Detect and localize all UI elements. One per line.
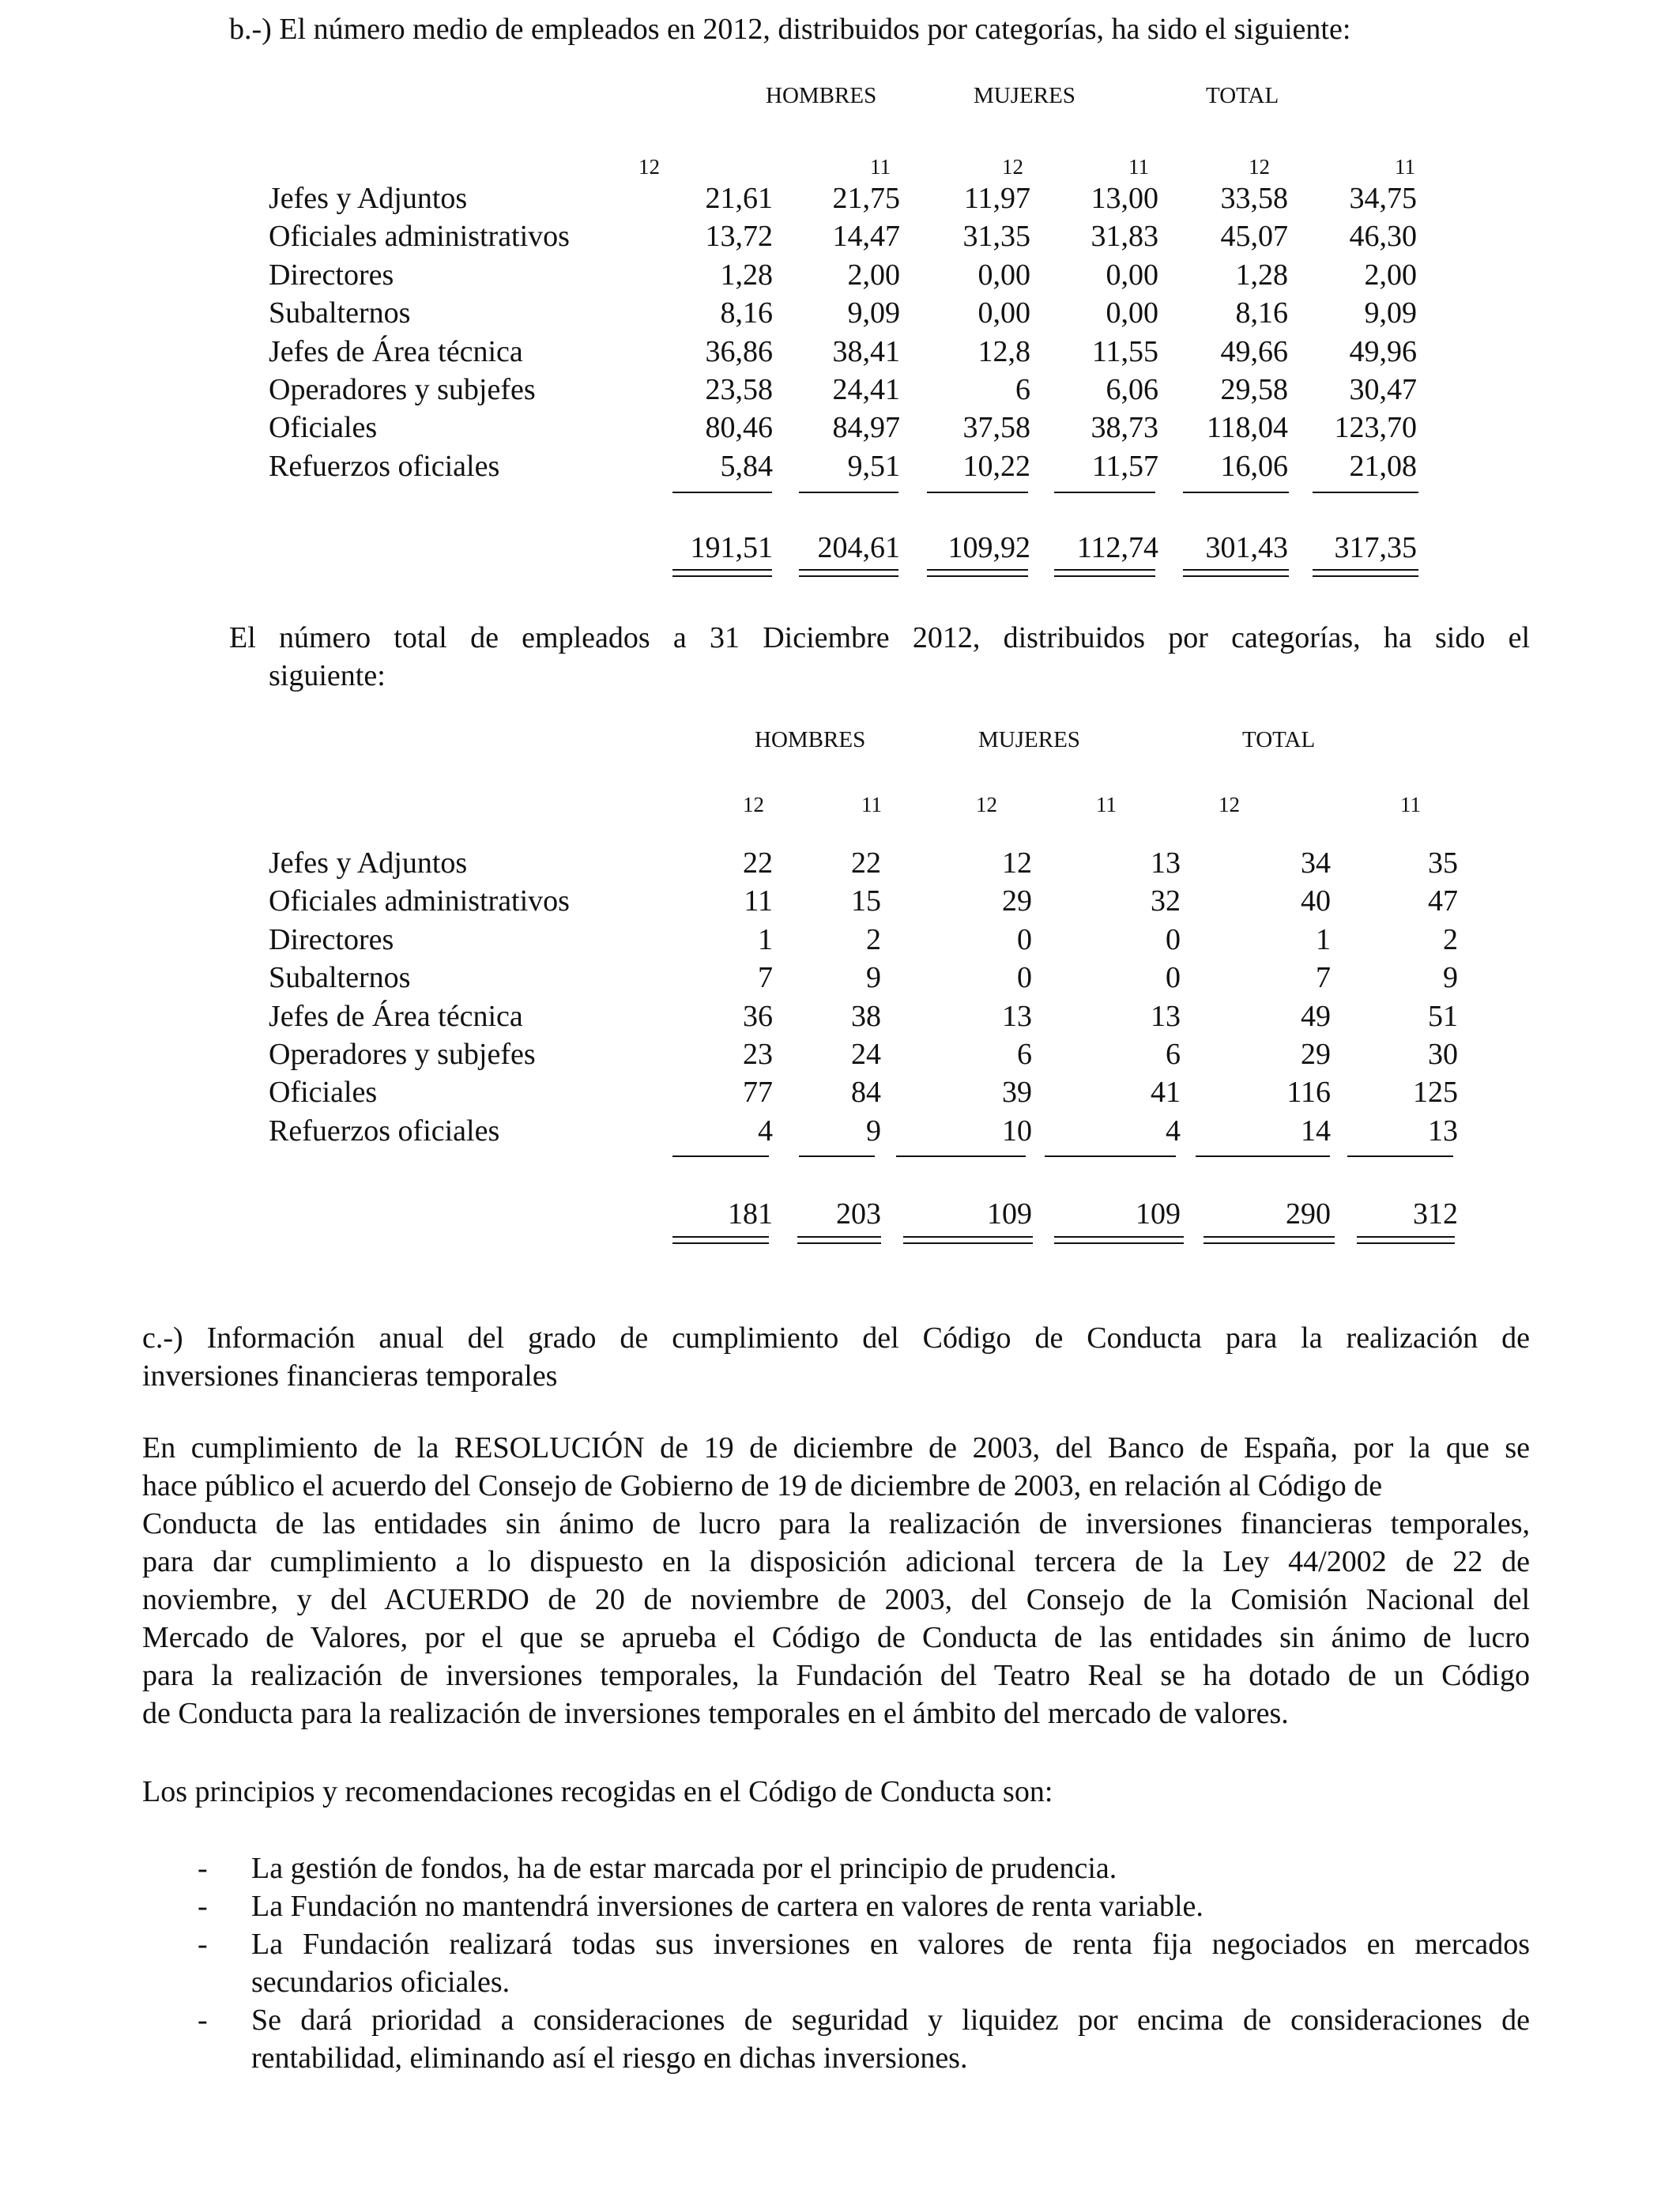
row-label: Oficiales	[269, 1076, 378, 1110]
list-bullet: -	[198, 1890, 208, 1923]
table-cell: 4	[1166, 1114, 1181, 1148]
table-cell: 4	[758, 1114, 773, 1148]
table-cell: 13	[1428, 1114, 1458, 1148]
paragraph-line: para la realización de inversiones temporales, la Fundación del Teatro Real se ha dotado de un Código	[142, 1659, 1530, 1692]
table-cell: 6	[1015, 373, 1030, 406]
paragraph-line: hace público el acuerdo del Consejo de Gobierno de 19 de diciembre de 2003, en relación al Código de	[142, 1469, 1383, 1502]
group-header-mujeres: MUJERES	[978, 727, 1080, 752]
year-header: 12	[1002, 155, 1023, 179]
paragraph-line: Conducta de las entidades sin ánimo de lucro para la realización de inversiones financieras temporales,	[142, 1507, 1530, 1540]
row-label: Jefes de Área técnica	[269, 334, 523, 368]
group-header-hombres: HOMBRES	[755, 727, 866, 752]
table-cell: 6	[1166, 1038, 1181, 1071]
list-bullet: -	[198, 2004, 208, 2037]
table-cell: 10,22	[962, 449, 1030, 483]
table-cell: 34,75	[1349, 182, 1417, 215]
table-cell: 38,73	[1090, 411, 1158, 445]
table-cell: 0,00	[977, 258, 1030, 292]
row-label: Jefes y Adjuntos	[269, 846, 468, 880]
row-label: Oficiales administrativos	[269, 220, 570, 254]
total-cell: 191,51	[690, 531, 773, 564]
table-cell: 14	[1301, 1114, 1331, 1148]
table-cell: 9	[1443, 961, 1458, 995]
table-cell: 36	[743, 999, 773, 1033]
table-cell: 13,00	[1090, 182, 1158, 215]
table-cell: 11	[744, 884, 773, 918]
total-cell: 204,61	[817, 531, 900, 564]
table-cell: 9,51	[847, 449, 900, 483]
table-cell: 45,07	[1220, 220, 1288, 254]
row-label: Directores	[269, 258, 394, 292]
row-label: Refuerzos oficiales	[269, 1114, 500, 1148]
table-cell: 29,58	[1220, 373, 1288, 406]
year-header: 12	[1219, 793, 1240, 816]
list-item: Se dará prioridad a consideraciones de seguridad y liquidez por encima de consideraciones de	[251, 2004, 1530, 2037]
table-cell: 29	[1301, 1038, 1331, 1071]
table-cell: 7	[758, 961, 773, 995]
column-underline	[1196, 1155, 1330, 1157]
table-cell: 22	[851, 846, 881, 880]
table-cell: 47	[1428, 884, 1458, 918]
table-cell: 84,97	[832, 411, 900, 445]
total-double-underline	[1054, 1236, 1184, 1244]
column-underline	[672, 492, 772, 493]
total-double-underline	[903, 1236, 1033, 1244]
paragraph-line: para dar cumplimiento a lo dispuesto en la disposición adicional tercera de la Ley 44/2002 de 22 de	[142, 1545, 1530, 1578]
row-label: Jefes de Área técnica	[269, 999, 523, 1033]
list-item-continued: secundarios oficiales.	[251, 1966, 510, 1999]
total-cell: 112,74	[1076, 531, 1158, 564]
paragraph-line: de Conducta para la realización de inversiones temporales en el ámbito del mercado de valores.	[142, 1697, 1289, 1730]
table-cell: 9,09	[1364, 296, 1417, 330]
table-cell: 21,75	[832, 182, 900, 215]
total-cell: 109	[1136, 1197, 1181, 1231]
row-label: Jefes y Adjuntos	[269, 182, 468, 215]
group-header-mujeres: MUJERES	[974, 83, 1075, 108]
column-underline	[927, 492, 1028, 493]
year-header: 12	[1249, 155, 1270, 179]
total-double-underline	[797, 1236, 881, 1244]
table-cell: 9	[866, 961, 881, 995]
table-cell: 37,58	[962, 411, 1030, 445]
row-label: Subalternos	[269, 296, 411, 330]
section-b-intro: b.-) El número medio de empleados en 2012, distribuidos por categorías, ha sido el siguiente:	[229, 13, 1351, 46]
table-cell: 8,16	[720, 296, 773, 330]
table-cell: 2,00	[1364, 258, 1417, 292]
group-header-hombres: HOMBRES	[766, 83, 877, 108]
table-cell: 10	[1002, 1114, 1032, 1148]
year-header: 12	[638, 155, 660, 179]
list-item-continued: rentabilidad, eliminando así el riesgo en dichas inversiones.	[251, 2041, 968, 2075]
table-cell: 31,35	[962, 220, 1030, 254]
table-cell: 14,47	[832, 220, 900, 254]
group-header-total: TOTAL	[1206, 83, 1279, 108]
table-cell: 0	[1017, 922, 1032, 956]
section-c-heading-line1: c.-) Información anual del grado de cumplimiento del Código de Conducta para la realización de	[142, 1321, 1530, 1355]
table-cell: 13,72	[705, 220, 773, 254]
table-cell: 38	[851, 999, 881, 1033]
total-cell: 312	[1413, 1197, 1458, 1231]
year-header: 11	[1096, 793, 1117, 816]
table-cell: 0	[1166, 961, 1181, 995]
total-double-underline	[1054, 569, 1155, 577]
table-cell: 2,00	[847, 258, 900, 292]
list-item: La Fundación realizará todas sus inversiones en valores de renta fija negociados en mercados	[251, 1928, 1530, 1961]
row-label: Oficiales administrativos	[269, 884, 570, 918]
table-cell: 8,16	[1235, 296, 1288, 330]
table-cell: 6	[1017, 1038, 1032, 1071]
group-header-total: TOTAL	[1242, 727, 1316, 752]
row-label: Operadores y subjefes	[269, 1038, 536, 1071]
row-label: Refuerzos oficiales	[269, 449, 500, 483]
table-cell: 1	[758, 922, 773, 956]
total-double-underline	[1203, 1236, 1335, 1244]
table-cell: 49,96	[1349, 334, 1417, 368]
table-cell: 23	[743, 1038, 773, 1071]
year-header: 12	[976, 793, 997, 816]
table-cell: 1,28	[720, 258, 773, 292]
table-cell: 40	[1301, 884, 1331, 918]
table-cell: 11,57	[1091, 449, 1158, 483]
total-double-underline	[799, 569, 898, 577]
table-cell: 49	[1301, 999, 1331, 1033]
table-cell: 11,55	[1091, 334, 1158, 368]
table-cell: 29	[1002, 884, 1032, 918]
row-label: Oficiales	[269, 411, 378, 445]
table-cell: 0	[1017, 961, 1032, 995]
total-employees-intro-line2: siguiente:	[269, 659, 386, 692]
table-cell: 0,00	[1106, 258, 1158, 292]
table-cell: 123,70	[1334, 411, 1417, 445]
list-item: La Fundación no mantendrá inversiones de cartera en valores de renta variable.	[251, 1890, 1203, 1923]
paragraph-line: Mercado de Valores, por el que se aprueba el Código de Conducta de las entidades sin ánimo de lucro	[142, 1621, 1530, 1654]
table-cell: 9,09	[847, 296, 900, 330]
year-header: 11	[1395, 155, 1415, 179]
table-cell: 16,06	[1220, 449, 1288, 483]
column-underline	[1054, 492, 1155, 493]
table-cell: 13	[1002, 999, 1032, 1033]
year-header: 12	[743, 793, 764, 816]
table-cell: 0,00	[1106, 296, 1158, 330]
table-cell: 11,97	[963, 182, 1030, 215]
list-item: La gestión de fondos, ha de estar marcada por el principio de prudencia.	[251, 1852, 1117, 1885]
section-c-heading-line2: inversiones financieras temporales	[142, 1359, 558, 1393]
table-cell: 15	[851, 884, 881, 918]
total-double-underline	[1183, 569, 1289, 577]
list-bullet: -	[198, 1928, 208, 1961]
column-underline	[672, 1155, 769, 1157]
table-cell: 36,86	[705, 334, 773, 368]
table-cell: 77	[743, 1076, 773, 1110]
table-cell: 34	[1301, 846, 1331, 880]
table-cell: 2	[1443, 922, 1458, 956]
table-cell: 30,47	[1349, 373, 1417, 406]
row-label: Subalternos	[269, 961, 411, 995]
table-cell: 118,04	[1206, 411, 1288, 445]
total-double-underline	[1357, 1236, 1455, 1244]
total-cell: 181	[728, 1197, 773, 1231]
table-cell: 32	[1151, 884, 1181, 918]
table-cell: 22	[743, 846, 773, 880]
list-bullet: -	[198, 1852, 208, 1885]
table-cell: 13	[1151, 999, 1181, 1033]
table-cell: 1,28	[1235, 258, 1288, 292]
year-header: 11	[861, 793, 882, 816]
paragraph-line: En cumplimiento de la RESOLUCIÓN de 19 de diciembre de 2003, del Banco de España, por la que se	[142, 1431, 1530, 1465]
column-underline	[799, 1155, 875, 1157]
table-cell: 84	[851, 1076, 881, 1110]
table-cell: 125	[1413, 1076, 1458, 1110]
total-cell: 301,43	[1205, 531, 1288, 564]
total-double-underline	[672, 1236, 769, 1244]
year-header: 11	[1128, 155, 1149, 179]
table-cell: 1	[1316, 922, 1331, 956]
table-cell: 0,00	[977, 296, 1030, 330]
table-cell: 21,61	[705, 182, 773, 215]
table-cell: 49,66	[1220, 334, 1288, 368]
total-cell: 290	[1286, 1197, 1331, 1231]
table-cell: 46,30	[1349, 220, 1417, 254]
total-double-underline	[1313, 569, 1418, 577]
row-label: Operadores y subjefes	[269, 373, 536, 406]
table-cell: 12,8	[977, 334, 1030, 368]
table-cell: 12	[1002, 846, 1032, 880]
table-cell: 30	[1428, 1038, 1458, 1071]
column-underline	[1045, 1155, 1176, 1157]
table-cell: 33,58	[1220, 182, 1288, 215]
total-cell: 317,35	[1334, 531, 1417, 564]
table-cell: 21,08	[1349, 449, 1417, 483]
table-cell: 31,83	[1090, 220, 1158, 254]
total-cell: 109	[987, 1197, 1032, 1231]
total-cell: 109,92	[947, 531, 1030, 564]
table-cell: 38,41	[832, 334, 900, 368]
table-cell: 51	[1428, 999, 1458, 1033]
column-underline	[1313, 492, 1418, 493]
table-cell: 9	[866, 1114, 881, 1148]
table-cell: 39	[1002, 1076, 1032, 1110]
section-c-paragraph-2: Los principios y recomendaciones recogidas en el Código de Conducta son:	[142, 1775, 1053, 1808]
table-cell: 5,84	[720, 449, 773, 483]
table-cell: 24,41	[832, 373, 900, 406]
total-double-underline	[927, 569, 1028, 577]
column-underline	[799, 492, 898, 493]
year-header: 11	[1400, 793, 1421, 816]
table-cell: 2	[866, 922, 881, 956]
row-label: Directores	[269, 922, 394, 956]
table-cell: 7	[1316, 961, 1331, 995]
year-header: 11	[870, 155, 891, 179]
table-cell: 6,06	[1106, 373, 1158, 406]
table-cell: 116	[1286, 1076, 1331, 1110]
paragraph-line: noviembre, y del ACUERDO de 20 de noviembre de 2003, del Consejo de la Comisión Nacional del	[142, 1583, 1530, 1616]
table-cell: 80,46	[705, 411, 773, 445]
total-employees-intro-line1: El número total de empleados a 31 Diciembre 2012, distribuidos por categorías, ha sido el	[229, 621, 1530, 654]
table-cell: 23,58	[705, 373, 773, 406]
table-cell: 35	[1428, 846, 1458, 880]
column-underline	[896, 1155, 1026, 1157]
table-cell: 24	[851, 1038, 881, 1071]
table-cell: 0	[1166, 922, 1181, 956]
total-double-underline	[672, 569, 772, 577]
table-cell: 41	[1151, 1076, 1181, 1110]
table-cell: 13	[1151, 846, 1181, 880]
total-cell: 203	[836, 1197, 881, 1231]
column-underline	[1347, 1155, 1453, 1157]
column-underline	[1183, 492, 1289, 493]
